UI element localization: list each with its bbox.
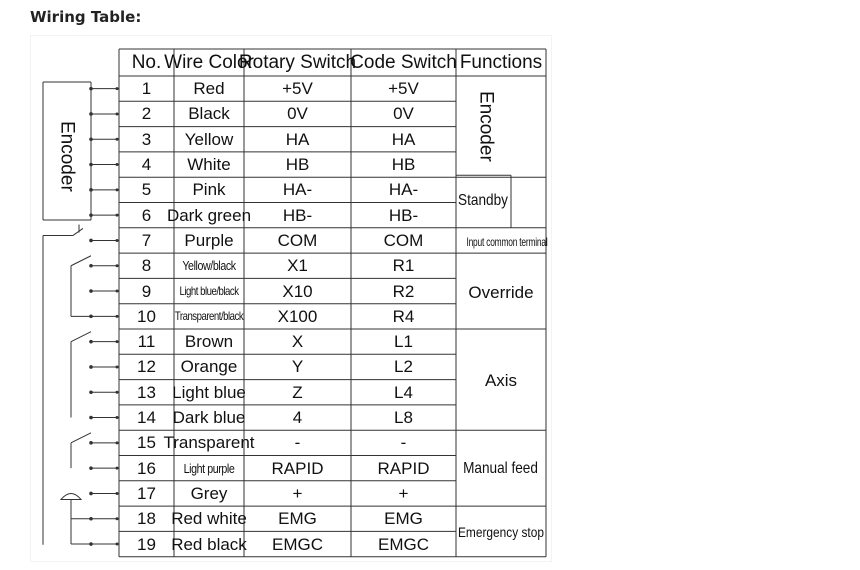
row-number: 1 <box>141 79 152 99</box>
rotary-switch-cell: X10 <box>282 281 313 301</box>
function-emergency-stop: Emergency stop <box>457 524 544 540</box>
code-switch-cell: R2 <box>392 281 415 301</box>
rotary-switch-cell: COM <box>277 230 318 250</box>
code-switch-cell: COM <box>383 230 424 250</box>
function-encoder: Encoder <box>475 90 497 162</box>
rotary-switch-cell: X <box>291 332 304 352</box>
code-switch-cell: HA <box>391 129 416 149</box>
code-switch-cell: L8 <box>394 408 413 428</box>
header-functions: Functions <box>459 52 543 73</box>
row-number: 3 <box>141 129 152 149</box>
row-number: 18 <box>137 509 156 529</box>
wire-color-cell: Purple <box>184 230 234 250</box>
rotary-switch-cell: HB- <box>282 205 313 225</box>
row-number: 10 <box>137 306 156 326</box>
rotary-switch-cell: Z <box>292 382 303 402</box>
wire-color-cell: Red <box>193 79 225 99</box>
page-title: Wiring Table: <box>30 8 142 26</box>
row-number: 15 <box>137 433 156 453</box>
wire-color-cell: Brown <box>184 332 234 352</box>
code-switch-cell: +5V <box>388 79 419 99</box>
code-switch-cell: 0V <box>393 104 414 124</box>
rotary-switch-cell: 0V <box>287 104 308 124</box>
wire-color-cell: Light blue <box>172 382 246 402</box>
wire-color-cell: Grey <box>190 483 228 503</box>
rotary-switch-cell: X1 <box>287 256 308 276</box>
rotary-switch-cell: RAPID <box>271 458 324 478</box>
wire-color-cell: Yellow/black <box>182 258 236 274</box>
function-axis: Axis <box>484 371 518 390</box>
row-number: 5 <box>141 180 152 200</box>
rotary-switch-cell: - <box>294 433 301 453</box>
rotary-switch-cell: +5V <box>282 79 313 99</box>
code-switch-cell: + <box>398 483 409 503</box>
code-switch-cell: HB <box>391 155 416 175</box>
row-number: 13 <box>137 382 156 402</box>
code-switch-cell: EMGC <box>378 534 429 554</box>
rotary-switch-cell: Y <box>291 357 304 377</box>
wire-color-cell: Black <box>188 104 230 124</box>
wire-color-cell: Transparent/black <box>174 309 244 324</box>
rotary-switch-cell: EMG <box>278 509 317 529</box>
wire-color-cell: Pink <box>192 180 226 200</box>
encoder-block-label: Encoder <box>56 121 78 192</box>
function-input-common: Input common terminal <box>466 234 548 249</box>
row-number: 2 <box>141 104 152 124</box>
wire-color-cell: Light purple <box>183 460 235 476</box>
code-switch-cell: R1 <box>392 256 415 276</box>
wire-color-cell: Red white <box>171 509 247 529</box>
row-number: 16 <box>137 458 156 478</box>
row-number: 11 <box>137 332 156 352</box>
row-number: 4 <box>141 155 152 175</box>
code-switch-cell: RAPID <box>377 458 430 478</box>
function-standby: Standby <box>458 192 508 209</box>
function-override: Override <box>468 282 534 302</box>
wire-color-cell: White <box>187 155 231 175</box>
wire-color-cell: Yellow <box>184 129 234 149</box>
row-number: 19 <box>137 534 156 554</box>
header-rotary-switch: Rotary Switch <box>238 52 357 73</box>
rotary-switch-cell: HA <box>285 129 310 149</box>
wire-color-cell: Red black <box>171 534 247 554</box>
code-switch-cell: L1 <box>394 332 413 352</box>
function-manual-feed: Manual feed <box>463 460 538 477</box>
code-switch-cell: L2 <box>394 357 413 377</box>
row-number: 6 <box>141 205 152 225</box>
code-switch-cell: - <box>400 433 407 453</box>
code-switch-cell: EMG <box>384 509 423 529</box>
code-switch-cell: HB- <box>388 205 419 225</box>
code-switch-cell: L4 <box>394 382 413 402</box>
rotary-switch-cell: X100 <box>277 306 318 326</box>
wire-color-cell: Transparent <box>163 433 255 453</box>
wire-color-cell: Orange <box>180 357 238 377</box>
row-number: 7 <box>141 230 152 250</box>
rotary-switch-cell: EMGC <box>272 534 323 554</box>
header-no: No. <box>131 52 162 73</box>
wire-color-cell: Light blue/black <box>179 284 239 299</box>
row-number: 14 <box>137 408 156 428</box>
row-number: 12 <box>137 357 156 377</box>
row-number: 9 <box>141 281 152 301</box>
rotary-switch-cell: 4 <box>292 408 303 428</box>
code-switch-cell: HA- <box>388 180 419 200</box>
header-wire-color: Wire Color <box>164 52 254 73</box>
code-switch-cell: R4 <box>392 306 415 326</box>
wire-color-cell: Dark green <box>166 205 252 225</box>
wiring-diagram <box>30 35 552 562</box>
wire-color-cell: Dark blue <box>172 408 246 428</box>
rotary-switch-cell: HB <box>285 155 310 175</box>
rotary-switch-cell: + <box>292 483 303 503</box>
header-code-switch: Code Switch <box>350 52 457 73</box>
rotary-switch-cell: HA- <box>282 180 313 200</box>
row-number: 8 <box>141 256 152 276</box>
row-number: 17 <box>137 483 156 503</box>
